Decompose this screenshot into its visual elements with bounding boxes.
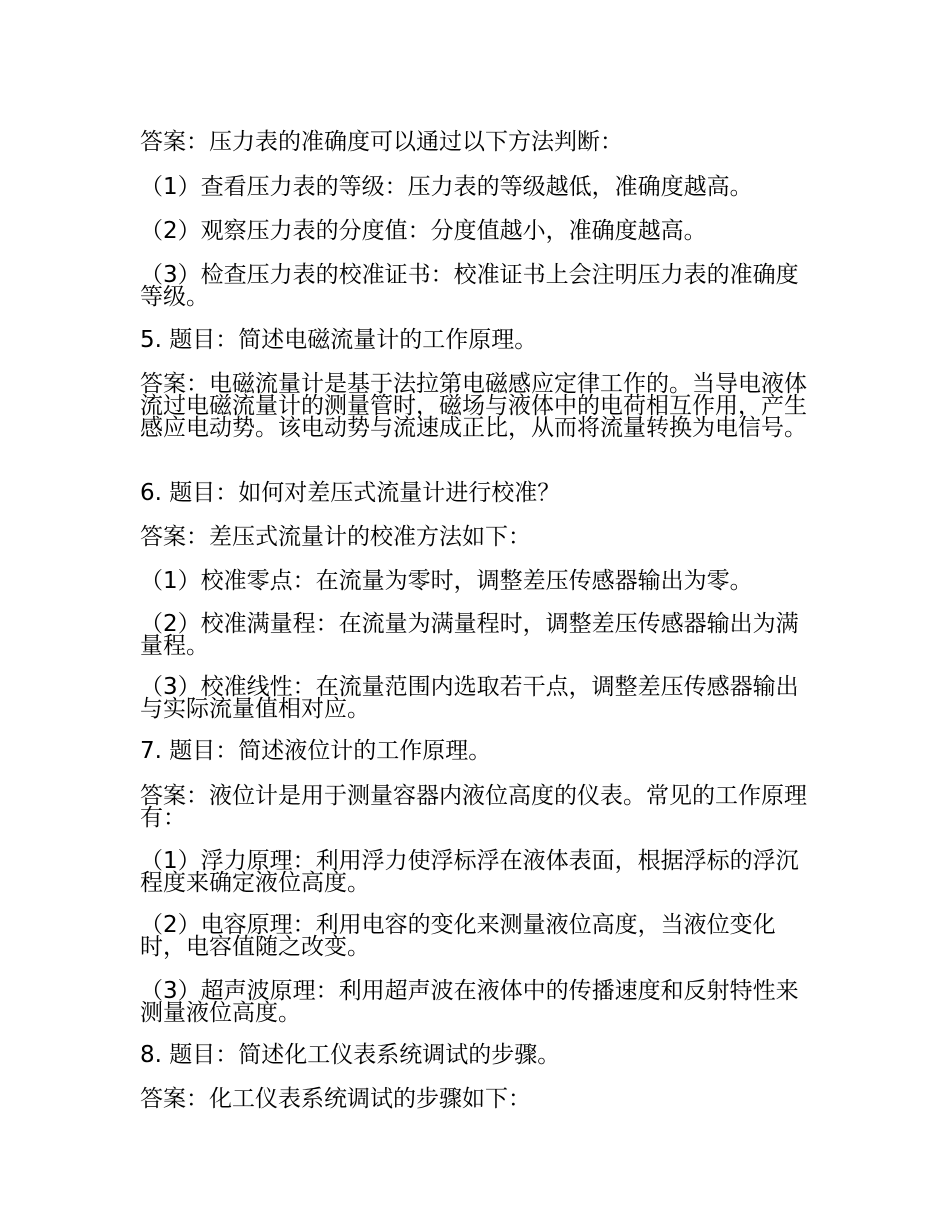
list-item-capacitance: （2）电容原理：利用电容的变化来测量液位高度，当液位变化时，电容值随之改变。 <box>140 912 776 960</box>
list-item-check-certificate: （3）检查压力表的校准证书：校准证书上会注明压力表的准确度等级。 <box>140 262 799 310</box>
list-item-ultrasonic: （3）超声波原理：利用超声波在液体中的传播速度和反射特性来测量液位高度。 <box>140 978 799 1026</box>
list-item-calibrate-zero: （1）校准零点：在流量为零时，调整差压传感器输出为零。 <box>140 568 753 594</box>
list-item-buoyancy: （1）浮力原理：利用浮力使浮标浮在液体表面，根据浮标的浮沉程度来确定液位高度。 <box>140 848 799 896</box>
question-8-title: 8. 题目：简述化工仪表系统调试的步骤。 <box>140 1042 561 1068</box>
list-item-observe-division: （2）观察压力表的分度值：分度值越小，准确度越高。 <box>140 218 707 244</box>
answer-pressure-gauge-accuracy: 答案：压力表的准确度可以通过以下方法判断： <box>140 129 623 155</box>
list-item-check-grade: （1）查看压力表的等级：压力表的等级越低，准确度越高。 <box>140 174 753 200</box>
list-item-calibrate-linearity: （3）校准线性：在流量范围内选取若干点，调整差压传感器输出与实际流量值相对应。 <box>140 674 799 722</box>
question-6-title: 6. 题目：如何对差压式流量计进行校准？ <box>140 480 561 506</box>
question-5-title: 5. 题目：简述电磁流量计的工作原理。 <box>140 327 538 353</box>
answer-5: 答案：电磁流量计是基于法拉第电磁感应定律工作的。当导电液体流过电磁流量计的测量管时，磁场与液体中的电荷相互作用，产生感应电动势。该电动势与流速成正比，从而将流量转换为电信号。 <box>140 371 807 441</box>
list-item-calibrate-span: （2）校准满量程：在流量为满量程时，调整差压传感器输出为满量程。 <box>140 611 799 659</box>
answer-6-intro: 答案：差压式流量计的校准方法如下： <box>140 524 531 550</box>
answer-7-intro: 答案：液位计是用于测量容器内液位高度的仪表。常见的工作原理有： <box>140 783 807 831</box>
question-7-title: 7. 题目：简述液位计的工作原理。 <box>140 738 492 764</box>
answer-8-intro: 答案：化工仪表系统调试的步骤如下： <box>140 1086 531 1112</box>
